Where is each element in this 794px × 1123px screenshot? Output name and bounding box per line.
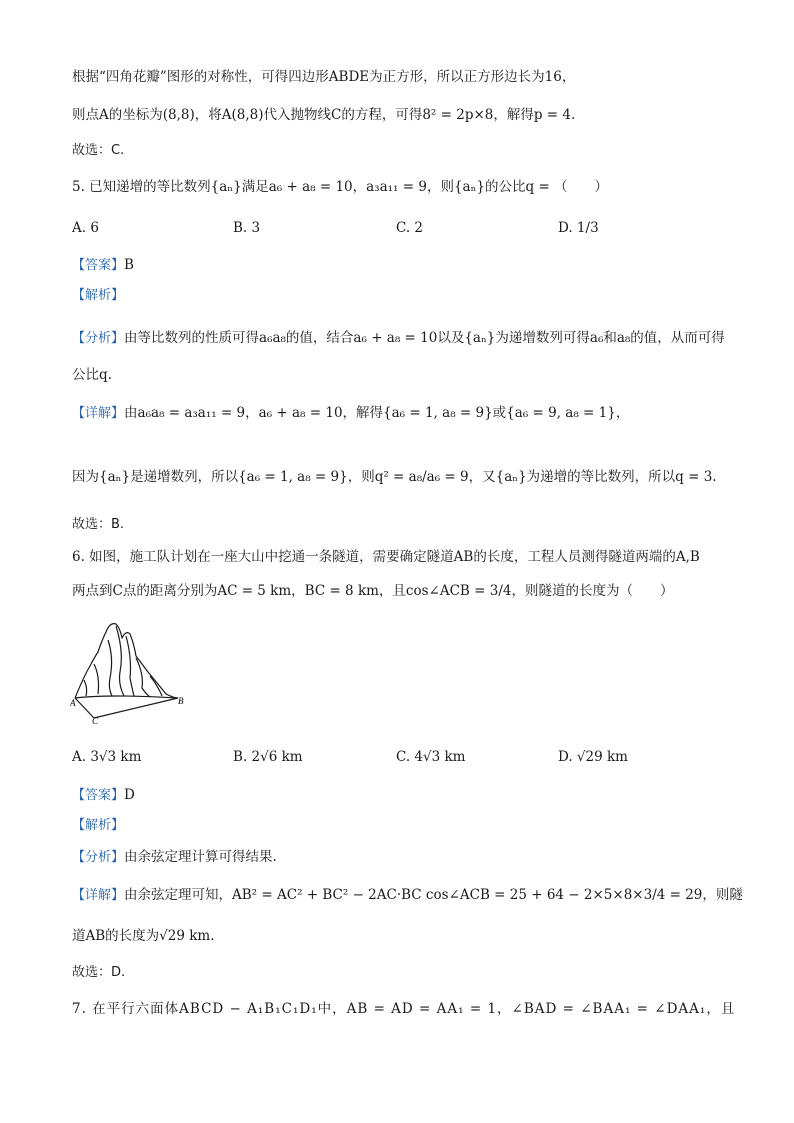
q6-option-a: A. 3√3 km — [72, 749, 142, 765]
q5-fenxi — [72, 320, 732, 393]
q5-stem: 5. 已知递增的等比数列{aₙ}满足a₆ + a₈ = 10，a₃a₁₁ = 9，则{aₙ}的公比q = （ ） — [72, 179, 609, 195]
q5-detail-2: 因为{aₙ}是递增数列，所以{a₆ = 1, a₈ = 9}，则q² = a₈/a₆ = 9，又{aₙ}为递增的等比数列，所以q = 3. — [72, 469, 717, 485]
answer-value: B — [124, 257, 134, 273]
q6-answer — [72, 784, 754, 807]
detail-label: 【详解】 — [72, 406, 125, 421]
q6-detail-1 — [72, 884, 754, 907]
fenxi-label: 【分析】 — [72, 850, 125, 865]
q6-analysis-label: 【解析】 — [72, 818, 125, 833]
fenxi-label: 【分析】 — [72, 331, 125, 346]
detail-text: 由a₆a₈ = a₃a₁₁ = 9，a₆ + a₈ = 10，解得{a₆ = 1, a₈ = 9}或{a₆ = 9, a₈ = 1}， — [124, 405, 630, 421]
q5-detail-1 — [72, 402, 754, 425]
answer-label: 【答案】 — [72, 258, 125, 273]
q6-detail-2: 道AB的长度为√29 km. — [72, 928, 215, 944]
q5-option-d: D. 1/3 — [558, 220, 599, 236]
point-label-a: A — [70, 698, 76, 708]
detail-text: 由余弦定理可知，AB² = AC² + BC² − 2AC·BC cos∠ACB = 25 + 64 − 2×5×8×3/4 = 29，则隧 — [124, 887, 743, 903]
q5-option-a: A. 6 — [72, 220, 99, 236]
q6-fenxi — [72, 846, 754, 869]
q6-option-d: D. √29 km — [558, 749, 628, 765]
q7-stem: 7. 在平行六面体ABCD − A₁B₁C₁D₁中，AB = AD = AA₁ = 1，∠BAD = ∠BAA₁ = ∠DAA₁，且 — [72, 1001, 736, 1017]
q6-option-b: B. 2√6 km — [233, 749, 303, 765]
detail-label: 【详解】 — [72, 888, 125, 903]
fenxi-text: 由余弦定理计算可得结果. — [124, 849, 277, 865]
q6-option-c: C. 4√3 km — [396, 749, 466, 765]
intro-line-2: 则点A的坐标为(8,8)，将A(8,8)代入抛物线C的方程，可得8² = 2p×8，解得p = 4. — [72, 107, 576, 123]
q5-option-b: B. 3 — [233, 220, 261, 236]
q6-stem-1: 6. 如图，施工队计划在一座大山中挖通一条隧道，需要确定隧道AB的长度，工程人员测得隧道两端的A,B — [72, 549, 700, 565]
answer-value: D — [124, 787, 135, 803]
fenxi-text: 由等比数列的性质可得a₆a₈的值，结合a₆ + a₈ = 10以及{aₙ}为递增数列可得a₆和a₈的值，从而可得公比q. — [72, 330, 725, 383]
q5-analysis-label: 【解析】 — [72, 288, 125, 303]
mountain-tunnel-figure — [70, 618, 186, 726]
intro-answer: 故选：C. — [72, 143, 125, 158]
q5-option-c: C. 2 — [396, 220, 424, 236]
intro-line-1: 根据“四角花瓣”图形的对称性，可得四边形ABDE为正方形，所以正方形边长为16， — [72, 69, 576, 85]
q6-conclusion: 故选：D. — [72, 965, 126, 980]
point-label-c: C — [92, 716, 99, 726]
q5-conclusion: 故选：B. — [72, 517, 125, 532]
point-label-b: B — [178, 696, 184, 706]
q5-answer — [72, 254, 754, 277]
q6-stem-2: 两点到C点的距离分别为AC = 5 km，BC = 8 km，且cos∠ACB = 3/4，则隧道的长度为（ ） — [72, 583, 674, 599]
answer-label: 【答案】 — [72, 788, 125, 803]
